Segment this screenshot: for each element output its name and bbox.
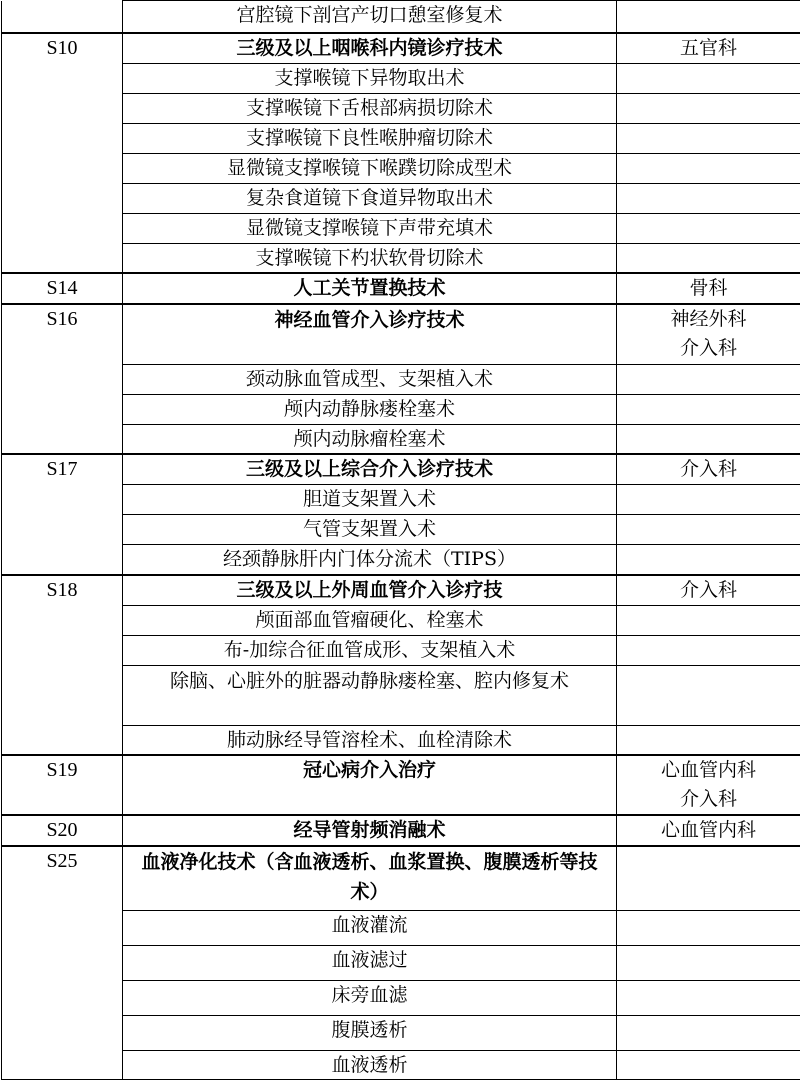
- category-name: 经导管射频消融术: [123, 815, 617, 846]
- category-code: [2, 515, 123, 545]
- procedure-name: 床旁血滤: [123, 980, 617, 1015]
- procedure-row: [2, 153, 800, 183]
- category-code: [2, 394, 123, 424]
- procedure-name: 肺动脉经导管溶栓术、血栓清除术: [123, 725, 617, 755]
- category-code: [2, 605, 123, 635]
- department: [617, 945, 800, 980]
- procedure-name: 颈动脉血管成型、支架植入术: [123, 364, 617, 394]
- department: [617, 980, 800, 1015]
- procedure-table-body: [2, 1, 800, 1080]
- procedure-name: 胆道支架置入术: [123, 485, 617, 515]
- category-code: S19: [2, 755, 123, 815]
- department: [617, 545, 800, 575]
- department: [617, 515, 800, 545]
- department: 心血管内科: [617, 815, 800, 846]
- department: [617, 213, 800, 243]
- category-code: [2, 153, 123, 183]
- department: [617, 183, 800, 213]
- category-code: [2, 424, 123, 454]
- category-code: S20: [2, 815, 123, 846]
- category-code: S14: [2, 273, 123, 304]
- category-row: [2, 755, 800, 815]
- category-code: S18: [2, 575, 123, 606]
- procedure-name: 血液滤过: [123, 945, 617, 980]
- procedure-row: [2, 364, 800, 394]
- procedure-row: [2, 910, 800, 945]
- procedure-row: [2, 424, 800, 454]
- category-name: 神经血管介入诊疗技术: [123, 304, 617, 364]
- category-code: [2, 910, 123, 945]
- procedure-name: 支撑喉镜下杓状软骨切除术: [123, 243, 617, 273]
- procedure-name: 颅面部血管瘤硬化、栓塞术: [123, 605, 617, 635]
- department: 介入科: [617, 454, 800, 485]
- department: 神经外科 介入科: [617, 304, 800, 364]
- department: [617, 153, 800, 183]
- category-row: [2, 575, 800, 606]
- procedure-name: 血液灌流: [123, 910, 617, 945]
- category-row: [2, 273, 800, 304]
- category-name: 三级及以上外周血管介入诊疗技: [123, 575, 617, 606]
- procedure-name: 血液透析: [123, 1050, 617, 1079]
- department: [617, 243, 800, 273]
- department: [617, 123, 800, 153]
- procedure-name: 支撑喉镜下异物取出术: [123, 63, 617, 93]
- category-code: [2, 545, 123, 575]
- procedure-row: [2, 93, 800, 123]
- procedure-name: 支撑喉镜下良性喉肿瘤切除术: [123, 123, 617, 153]
- category-code: [2, 725, 123, 755]
- department: [617, 1015, 800, 1050]
- category-code: [2, 93, 123, 123]
- category-name: 人工关节置换技术: [123, 273, 617, 304]
- category-name: 冠心病介入治疗: [123, 755, 617, 815]
- department: [617, 1050, 800, 1079]
- department: [617, 910, 800, 945]
- category-code: [2, 1015, 123, 1050]
- category-code: [2, 665, 123, 725]
- procedure-name: 显微镜支撑喉镜下喉蹼切除成型术: [123, 153, 617, 183]
- procedure-row: [2, 1, 800, 33]
- procedure-name: 气管支架置入术: [123, 515, 617, 545]
- department: [617, 364, 800, 394]
- category-code: [2, 213, 123, 243]
- procedure-row: [2, 63, 800, 93]
- category-code: S25: [2, 846, 123, 910]
- category-code: [2, 123, 123, 153]
- department: 五官科: [617, 33, 800, 64]
- procedure-row: [2, 980, 800, 1015]
- procedure-row: [2, 394, 800, 424]
- department: [617, 605, 800, 635]
- category-name: 三级及以上咽喉科内镜诊疗技术: [123, 33, 617, 64]
- procedure-row: [2, 243, 800, 273]
- procedure-name: 复杂食道镜下食道异物取出术: [123, 183, 617, 213]
- procedure-row: [2, 605, 800, 635]
- department: [617, 424, 800, 454]
- department: [617, 485, 800, 515]
- department: 骨科: [617, 273, 800, 304]
- category-code: [2, 980, 123, 1015]
- department: [617, 725, 800, 755]
- procedure-name: 颅内动静脉瘘栓塞术: [123, 394, 617, 424]
- procedure-name: 宫腔镜下剖宫产切口憩室修复术: [123, 1, 617, 33]
- department: [617, 665, 800, 725]
- procedure-name: 显微镜支撑喉镜下声带充填术: [123, 213, 617, 243]
- category-row: [2, 815, 800, 846]
- procedure-row: [2, 485, 800, 515]
- procedure-row: [2, 725, 800, 755]
- procedure-row: [2, 945, 800, 980]
- procedure-row: [2, 635, 800, 665]
- procedure-row: [2, 545, 800, 575]
- category-code: [2, 243, 123, 273]
- department: [617, 93, 800, 123]
- category-code: [2, 945, 123, 980]
- procedure-table: [1, 0, 800, 1080]
- category-code: [2, 63, 123, 93]
- procedure-row: [2, 183, 800, 213]
- procedure-name: 支撑喉镜下舌根部病损切除术: [123, 93, 617, 123]
- category-code: [2, 1, 123, 33]
- procedure-row: [2, 123, 800, 153]
- category-name: 血液净化技术（含血液透析、血浆置换、腹膜透析等技术）: [123, 846, 617, 910]
- category-row: [2, 33, 800, 64]
- procedure-row: [2, 213, 800, 243]
- procedure-row: [2, 1015, 800, 1050]
- department: [617, 1, 800, 33]
- procedure-name: 颅内动脉瘤栓塞术: [123, 424, 617, 454]
- procedure-row: [2, 1050, 800, 1079]
- department: [617, 63, 800, 93]
- department: [617, 635, 800, 665]
- procedure-row: [2, 665, 800, 725]
- procedure-name: 腹膜透析: [123, 1015, 617, 1050]
- category-code: [2, 485, 123, 515]
- department: 心血管内科 介入科: [617, 755, 800, 815]
- procedure-name: 布-加综合征血管成形、支架植入术: [123, 635, 617, 665]
- category-code: S16: [2, 304, 123, 364]
- category-code: [2, 364, 123, 394]
- category-code: S17: [2, 454, 123, 485]
- category-row: [2, 304, 800, 364]
- category-code: [2, 635, 123, 665]
- category-code: [2, 183, 123, 213]
- category-row: [2, 846, 800, 910]
- procedure-row: [2, 515, 800, 545]
- department: [617, 846, 800, 910]
- category-code: [2, 1050, 123, 1079]
- category-name: 三级及以上综合介入诊疗技术: [123, 454, 617, 485]
- department: 介入科: [617, 575, 800, 606]
- category-row: [2, 454, 800, 485]
- department: [617, 394, 800, 424]
- procedure-name: 经颈静脉肝内门体分流术（TIPS）: [123, 545, 617, 575]
- procedure-name: 除脑、心脏外的脏器动静脉瘘栓塞、腔内修复术: [123, 665, 617, 725]
- category-code: S10: [2, 33, 123, 64]
